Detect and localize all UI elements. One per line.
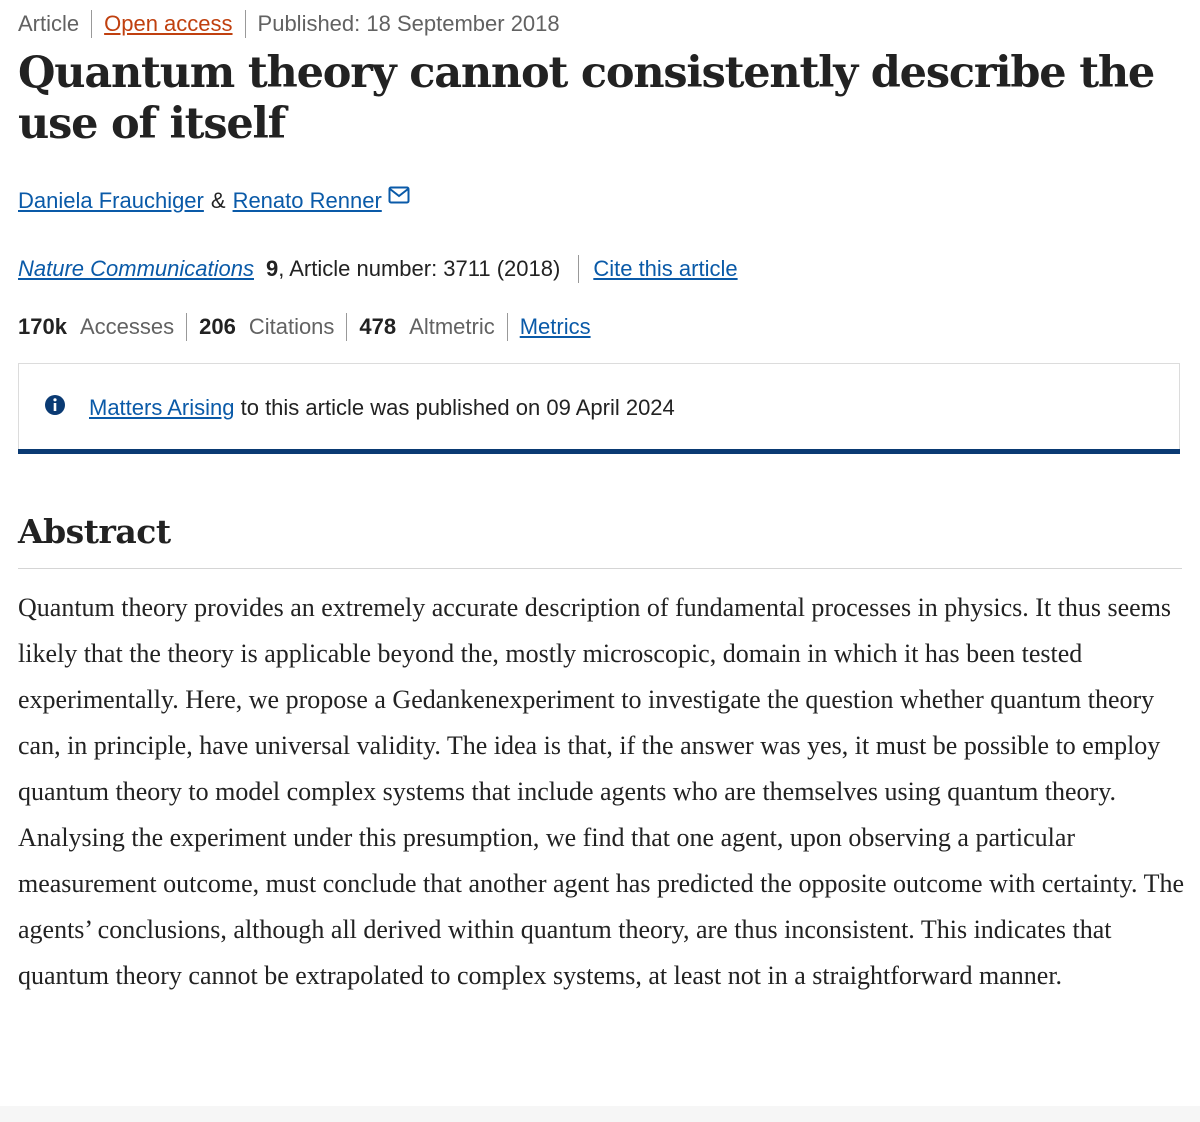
citations-label: Citations [248, 314, 335, 339]
author-link-frauchiger[interactable]: Daniela Frauchiger [18, 188, 204, 213]
author-list [18, 188, 410, 214]
section-divider [18, 568, 1182, 569]
abstract-body: Quantum theory provides an extremely accurate description of fundamental processes in physics. It thus seems likely that the theory is applicable beyond the, mostly microscopic, domain in which it has been tested experimentally. Here, we propose a Gedankenexperiment to investigate the question whether quantum theory can, in principle, have universal validity. The idea is that, if the answer was yes, it must be possible to employ quantum theory to model complex systems that include agents who are themselves using quantum theory. Analysing the experiment under this presumption, we find that one agent, upon observing a particular measurement outcome, must conclude that another agent has predicted the opposite outcome with certainty. The agents’ conclusions, although all derived within quantum theory, are thus inconsistent. This indicates that quantum theory cannot be extrapolated to complex systems, at least not in a straightforward manner. [18, 593, 1185, 990]
journal-info [18, 255, 738, 283]
journal-link[interactable]: Nature Communications [18, 256, 254, 281]
altmetric-score: 478 [359, 314, 397, 339]
article-number: , Article number: 3711 (2018) [278, 256, 561, 281]
divider [346, 313, 347, 341]
mail-icon[interactable] [388, 184, 410, 210]
metrics-link[interactable]: Metrics [519, 314, 591, 339]
altmetric-label: Altmetric [409, 314, 495, 339]
open-access-link[interactable]: Open access [104, 11, 233, 36]
author-link-renner[interactable]: Renato Renner [232, 188, 382, 213]
notice-accent-bar [18, 449, 1180, 454]
divider [578, 255, 579, 283]
accesses-label: Accesses [79, 314, 175, 339]
citations-count: 206 [199, 314, 236, 339]
divider [186, 313, 187, 341]
accesses-count: 170k [18, 314, 67, 339]
divider [245, 10, 246, 38]
metrics-bar [18, 313, 591, 341]
notice-message: to this article was published on 09 April 2024 [234, 395, 675, 420]
info-icon [44, 394, 66, 421]
journal-volume: 9 [265, 256, 279, 281]
article-title: Quantum theory cannot consistently describe the use of itself [18, 48, 1155, 149]
divider [507, 313, 508, 341]
page-bottom-strip [0, 1106, 1200, 1122]
abstract-heading: Abstract [18, 512, 171, 551]
article-type: Article [18, 11, 80, 36]
notice-text [89, 395, 675, 421]
article-meta [18, 10, 560, 38]
matters-arising-link[interactable]: Matters Arising [89, 395, 235, 420]
divider [91, 10, 92, 38]
published-date: Published: 18 September 2018 [257, 11, 560, 36]
cite-article-link[interactable]: Cite this article [593, 256, 738, 281]
author-separator: & [210, 188, 226, 213]
matters-arising-notice [18, 363, 1180, 449]
